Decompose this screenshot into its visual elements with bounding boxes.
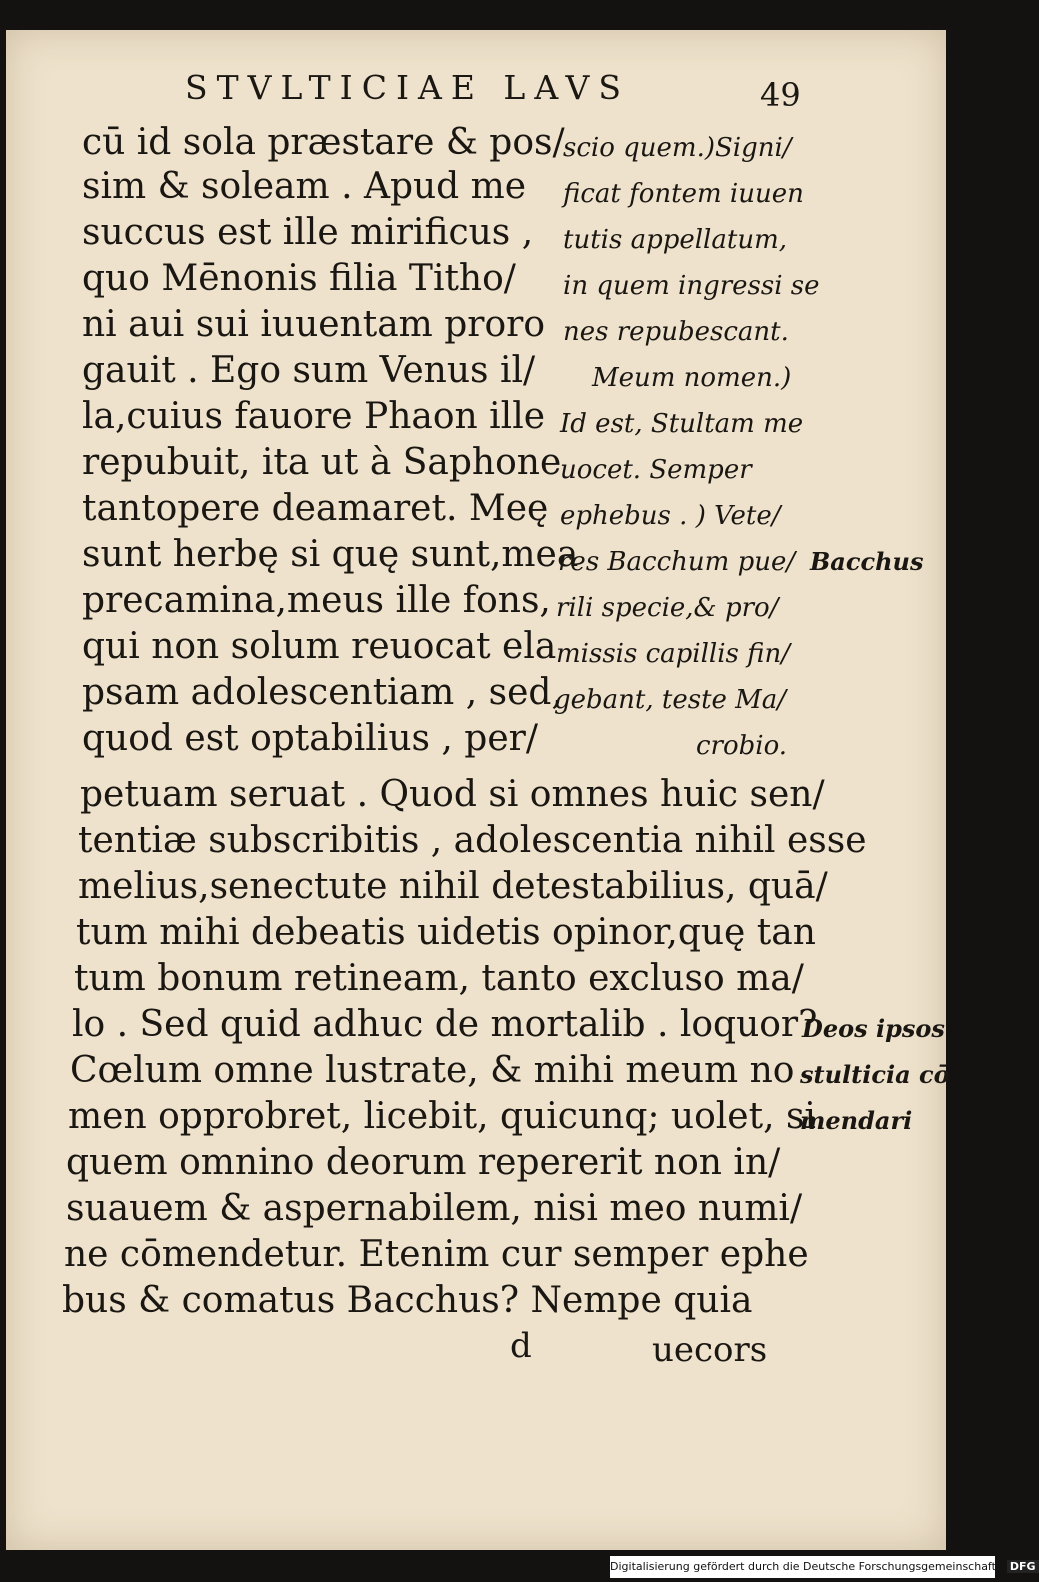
text-line: precamina,meus ille fons, (82, 580, 551, 621)
text-line: men opprobret, licebit, quicunq; uolet, si (68, 1096, 816, 1137)
text-line: lo . Sed quid adhuc de mortalib . loquor? (72, 1004, 818, 1045)
page-number: 49 (760, 76, 801, 114)
text-line: suauem & aspernabilem, nisi meo numi/ (66, 1188, 803, 1229)
gloss-line: nes repubescant. (563, 317, 789, 347)
text-line: la,cuius fauore Phaon ille (82, 396, 546, 437)
margin-note: stulticia cō (800, 1060, 950, 1089)
gloss-line: scio quem.)Signi/ (563, 133, 792, 163)
text-line: ne cōmendetur. Etenim cur semper ephe (64, 1234, 809, 1275)
gloss-line: res Bacchum pue/ (558, 547, 796, 577)
text-line: quo Mēnonis filia Titho/ (82, 258, 516, 299)
gloss-line: crobio. (696, 731, 788, 761)
gloss-line: gebant, teste Ma/ (554, 685, 787, 715)
text-line: qui non solum reuocat ela (82, 626, 557, 667)
digitization-credit (610, 1556, 1036, 1578)
text-line: melius,senectute nihil detestabilius, quā/ (78, 866, 828, 907)
gloss-line: Meum nomen.) (592, 363, 792, 393)
text-line: repubuit, ita ut à Saphone (82, 442, 562, 483)
text-line: petuam seruat . Quod si omnes huic sen/ (80, 774, 825, 815)
gloss-line: ephebus . ) Vete/ (560, 501, 781, 531)
gloss-line: ficat fontem iuuen (563, 179, 804, 209)
running-head: STVLTICIAE LAVS (185, 68, 630, 107)
text-line: cū id sola præstare & pos/ (82, 122, 565, 163)
gloss-line: uocet. Semper (560, 455, 752, 485)
margin-note: mendari (800, 1106, 913, 1135)
gloss-line: missis capillis fin/ (556, 639, 790, 669)
catchword: uecors (652, 1330, 768, 1370)
gloss-line: in quem ingressi se (563, 271, 820, 301)
text-line: quem omnino deorum repererit non in/ (66, 1142, 781, 1183)
gloss-line: Id est, Stultam me (560, 409, 804, 439)
signature-mark: d (510, 1326, 532, 1366)
text-line: sunt herbę si quę sunt,mea (82, 534, 579, 575)
text-line: tum bonum retineam, tanto excluso ma/ (74, 958, 804, 999)
text-line: tentiæ subscribitis , adolescentia nihil esse (78, 820, 867, 861)
margin-note: Deos ipsos (802, 1014, 945, 1043)
gloss-line: tutis appellatum, (563, 225, 787, 255)
text-line: quod est optabilius , per/ (82, 718, 538, 759)
dfg-logo: DFG (1007, 1560, 1039, 1573)
margin-note-bacchus: Bacchus (810, 547, 924, 576)
text-line: sim & soleam . Apud me (82, 166, 527, 207)
text-line: psam adolescentiam , sed, (82, 672, 563, 713)
text-line: gauit . Ego sum Venus il/ (82, 350, 536, 391)
text-line: bus & comatus Bacchus? Nempe quia (62, 1280, 753, 1321)
text-line: succus est ille mirificus , (82, 212, 534, 253)
text-line: ni aui sui iuuentam proro (82, 304, 546, 345)
gloss-line: rili specie,& pro/ (556, 593, 779, 623)
text-line: tum mihi debeatis uidetis opinor,quę tan (76, 912, 816, 953)
text-line: Cœlum omne lustrate, & mihi meum no (70, 1050, 795, 1091)
text-line: tantopere deamaret. Meę (82, 488, 549, 529)
credit-text: Digitalisierung gefördert durch die Deutsche Forschungsgemeinschaft - (610, 1560, 1004, 1573)
